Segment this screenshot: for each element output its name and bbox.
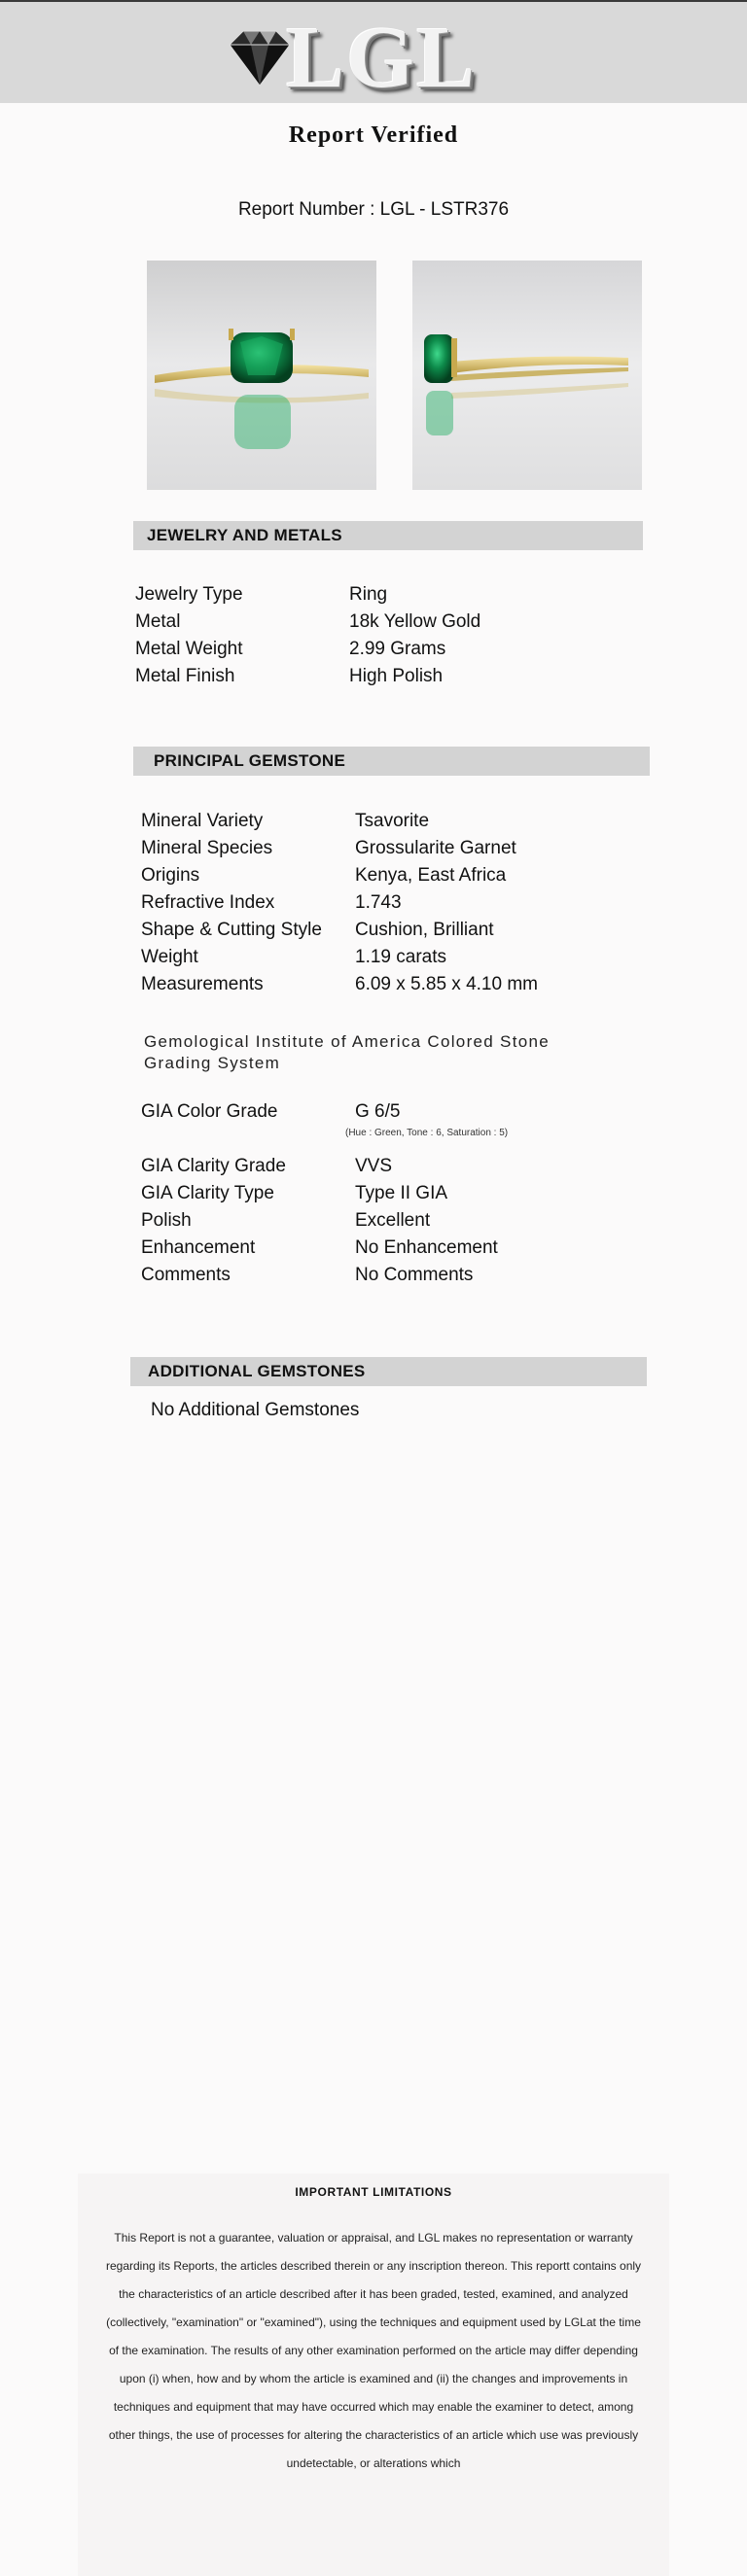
table-row: [141, 1207, 627, 1235]
gia-color-grade-row: [141, 1098, 627, 1126]
spec-label: Enhancement: [141, 1237, 256, 1258]
table-row: [141, 971, 627, 998]
spec-value: Type II GIA: [355, 1183, 448, 1203]
table-row: [141, 862, 627, 889]
spec-value: No Comments: [355, 1265, 474, 1285]
spec-label: Mineral Variety: [141, 811, 264, 831]
spec-value: 1.19 carats: [355, 947, 446, 967]
spec-value: Kenya, East Africa: [355, 865, 507, 886]
no-additional-gemstones: No Additional Gemstones: [151, 1400, 360, 1420]
gemstone-section-title: PRINCIPAL GEMSTONE: [154, 751, 346, 770]
important-limitations: [78, 2174, 669, 2576]
gemstone-section-header: [133, 747, 650, 776]
spec-value: No Enhancement: [355, 1237, 498, 1258]
spec-label: Metal: [135, 611, 181, 632]
spec-value: Ring: [349, 584, 388, 605]
jewelry-section-header: [133, 521, 643, 550]
spec-value: High Polish: [349, 666, 444, 686]
spec-label: GIA Clarity Grade: [141, 1156, 286, 1176]
spec-label: GIA Clarity Type: [141, 1183, 274, 1203]
jewelry-section-title: JEWELRY AND METALS: [147, 526, 342, 544]
table-row: [135, 636, 622, 663]
table-row: [141, 1262, 627, 1289]
report-number: Report Number : LGL - LSTR376: [237, 199, 510, 220]
spec-value: 2.99 Grams: [349, 639, 446, 659]
table-row: [141, 889, 627, 917]
table-row: [141, 1235, 627, 1262]
gia-grading-heading: Gemological Institute of America Colored Stone Grading System: [144, 1032, 550, 1072]
page-title: Report Verified: [288, 122, 459, 148]
spec-label: Polish: [141, 1210, 192, 1231]
limitations-title: IMPORTANT LIMITATIONS: [295, 2185, 452, 2199]
table-row: [141, 1180, 627, 1207]
spec-label: Origins: [141, 865, 200, 886]
spec-label: Mineral Species: [141, 838, 273, 858]
additional-section-title: ADDITIONAL GEMSTONES: [148, 1362, 366, 1380]
spec-value: Cushion, Brilliant: [355, 920, 494, 940]
additional-section-header: [130, 1357, 647, 1386]
ring-side-photo: [412, 261, 642, 490]
logo-text: LGL: [286, 10, 478, 106]
gemstone-table: [141, 808, 627, 998]
spec-label: Shape & Cutting Style: [141, 920, 322, 940]
spec-label: Jewelry Type: [135, 584, 243, 605]
table-row: [135, 581, 622, 609]
color-grade-note: (Hue : Green, Tone : 6, Saturation : 5): [345, 1128, 509, 1138]
spec-label: Weight: [141, 947, 198, 967]
jewelry-table: [135, 581, 622, 690]
spec-value: 18k Yellow Gold: [349, 611, 481, 632]
spec-value: Tsavorite: [355, 811, 430, 831]
diamond-icon: [226, 27, 294, 89]
table-row: [141, 1153, 627, 1180]
table-row: [141, 835, 627, 862]
table-row: [141, 944, 627, 971]
table-row: [141, 808, 627, 835]
spec-value: 1.743: [355, 892, 402, 913]
spec-label: Measurements: [141, 974, 264, 994]
spec-label: Metal Finish: [135, 666, 235, 686]
table-row: [135, 663, 622, 690]
spec-value: G 6/5: [355, 1101, 401, 1122]
gia-grade-table: [141, 1153, 627, 1289]
spec-value: Grossularite Garnet: [355, 838, 516, 858]
spec-label: Refractive Index: [141, 892, 275, 913]
header-banner: [0, 2, 747, 106]
spec-label: Comments: [141, 1265, 231, 1285]
table-row: [141, 917, 627, 944]
spec-label: Metal Weight: [135, 639, 243, 659]
table-row: [135, 609, 622, 636]
limitations-body: This Report is not a guarantee, valuation or appraisal, and LGL makes no representation or warranty regarding its Reports, the articles described therein or any inscription thereon. This reportt contains only the characteristics of an article described after it has been graded, tested, examined, and analyzed (collectively, "examination" or "examined"), using the techniques and equipment used by LGLat the time of the examination. The results of any other examination performed on the article may differ depending upon (i) when, how and by whom the article is examined and (ii) the changes and improvements in techniques and equipment that may have occurred which may enable the examiner to detect, among other things, the use of processes for altering the characteristics of an article which use was previously undetectable, or alterations which: [105, 2231, 642, 2470]
ring-front-photo: [147, 261, 376, 490]
spec-value: VVS: [355, 1156, 393, 1176]
spec-label: GIA Color Grade: [141, 1101, 278, 1122]
spec-value: 6.09 x 5.85 x 4.10 mm: [355, 974, 538, 994]
table-row: [141, 1098, 627, 1126]
spec-value: Excellent: [355, 1210, 431, 1231]
lgl-logo[interactable]: [226, 10, 479, 106]
